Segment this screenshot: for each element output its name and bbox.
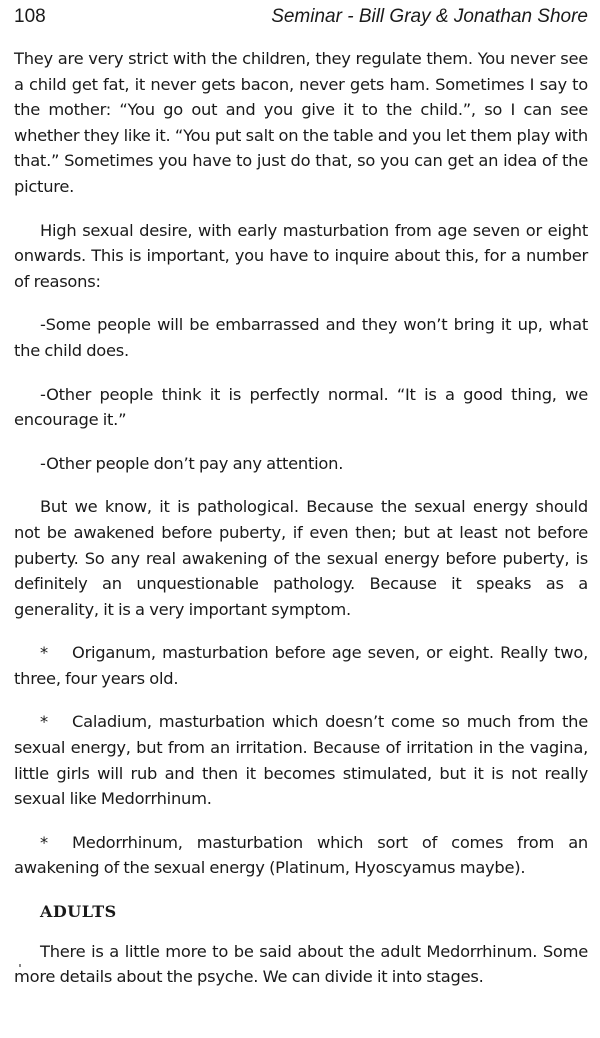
bullet-text: Caladium, masturbation which doesn’t come so much from the sexual energy, but from an irritation. Because of irritation in the vagina, little girls will rub and then it becomes stimulated, but it is not really sexual like Medorrhinum. [14, 712, 588, 809]
bullet-item [14, 830, 588, 881]
bullet-marker: * [40, 643, 48, 663]
running-title: Seminar - Bill Gray & Jonathan Shore [271, 6, 588, 27]
bullet-text: Origanum, masturbation before age seven, or eight. Really two, three, four years old. [14, 643, 588, 688]
bullet-item [14, 640, 588, 691]
bullet-text: Medorrhinum, masturbation which sort of comes from an awakening of the sexual energy (Platinum, Hyoscyamus maybe). [14, 832, 588, 878]
section-heading: ADULTS [40, 902, 117, 922]
paragraph: But we know, it is pathological. Because the sexual energy should not be awakened before puberty, if even then; but at least not before puberty. So any real awakening of the sexual energy before puberty, is definitely an unquestionable pathology. Because it speaks as a generality, it is a very important symptom. [14, 497, 588, 619]
paragraph: There is a little more to be said about the adult Medorrhinum. Some more details about the psyche. We can divide it into stages. [14, 941, 588, 987]
print-speck [19, 964, 21, 967]
page-number: 108 [14, 6, 46, 27]
bullet-item [14, 709, 588, 811]
paragraph: High sexual desire, with early masturbation from age seven or eight onwards. This is important, you have to inquire about this, for a number of reasons: [14, 220, 588, 291]
bullet-marker: * [40, 712, 48, 732]
running-header [14, 6, 588, 34]
paragraph: -Other people don’t pay any attention. [40, 453, 344, 473]
paragraph: They are very strict with the children, they regulate them. You never see a child get fat, it never gets bacon, never gets ham. Sometimes I say to the mother: “You go out and you give it to the child.”, so I can see whether they like it. “You put salt on the table and you let them play with that.” Sometimes you have to just do that, so you can get an idea of the picture. [14, 49, 588, 196]
body-text [14, 46, 588, 1008]
bullet-marker: * [40, 832, 48, 852]
paragraph: -Other people think it is perfectly normal. “It is a good thing, we encourage it.” [14, 384, 588, 430]
paragraph: -Some people will be embarrassed and they won’t bring it up, what the child does. [14, 315, 588, 360]
